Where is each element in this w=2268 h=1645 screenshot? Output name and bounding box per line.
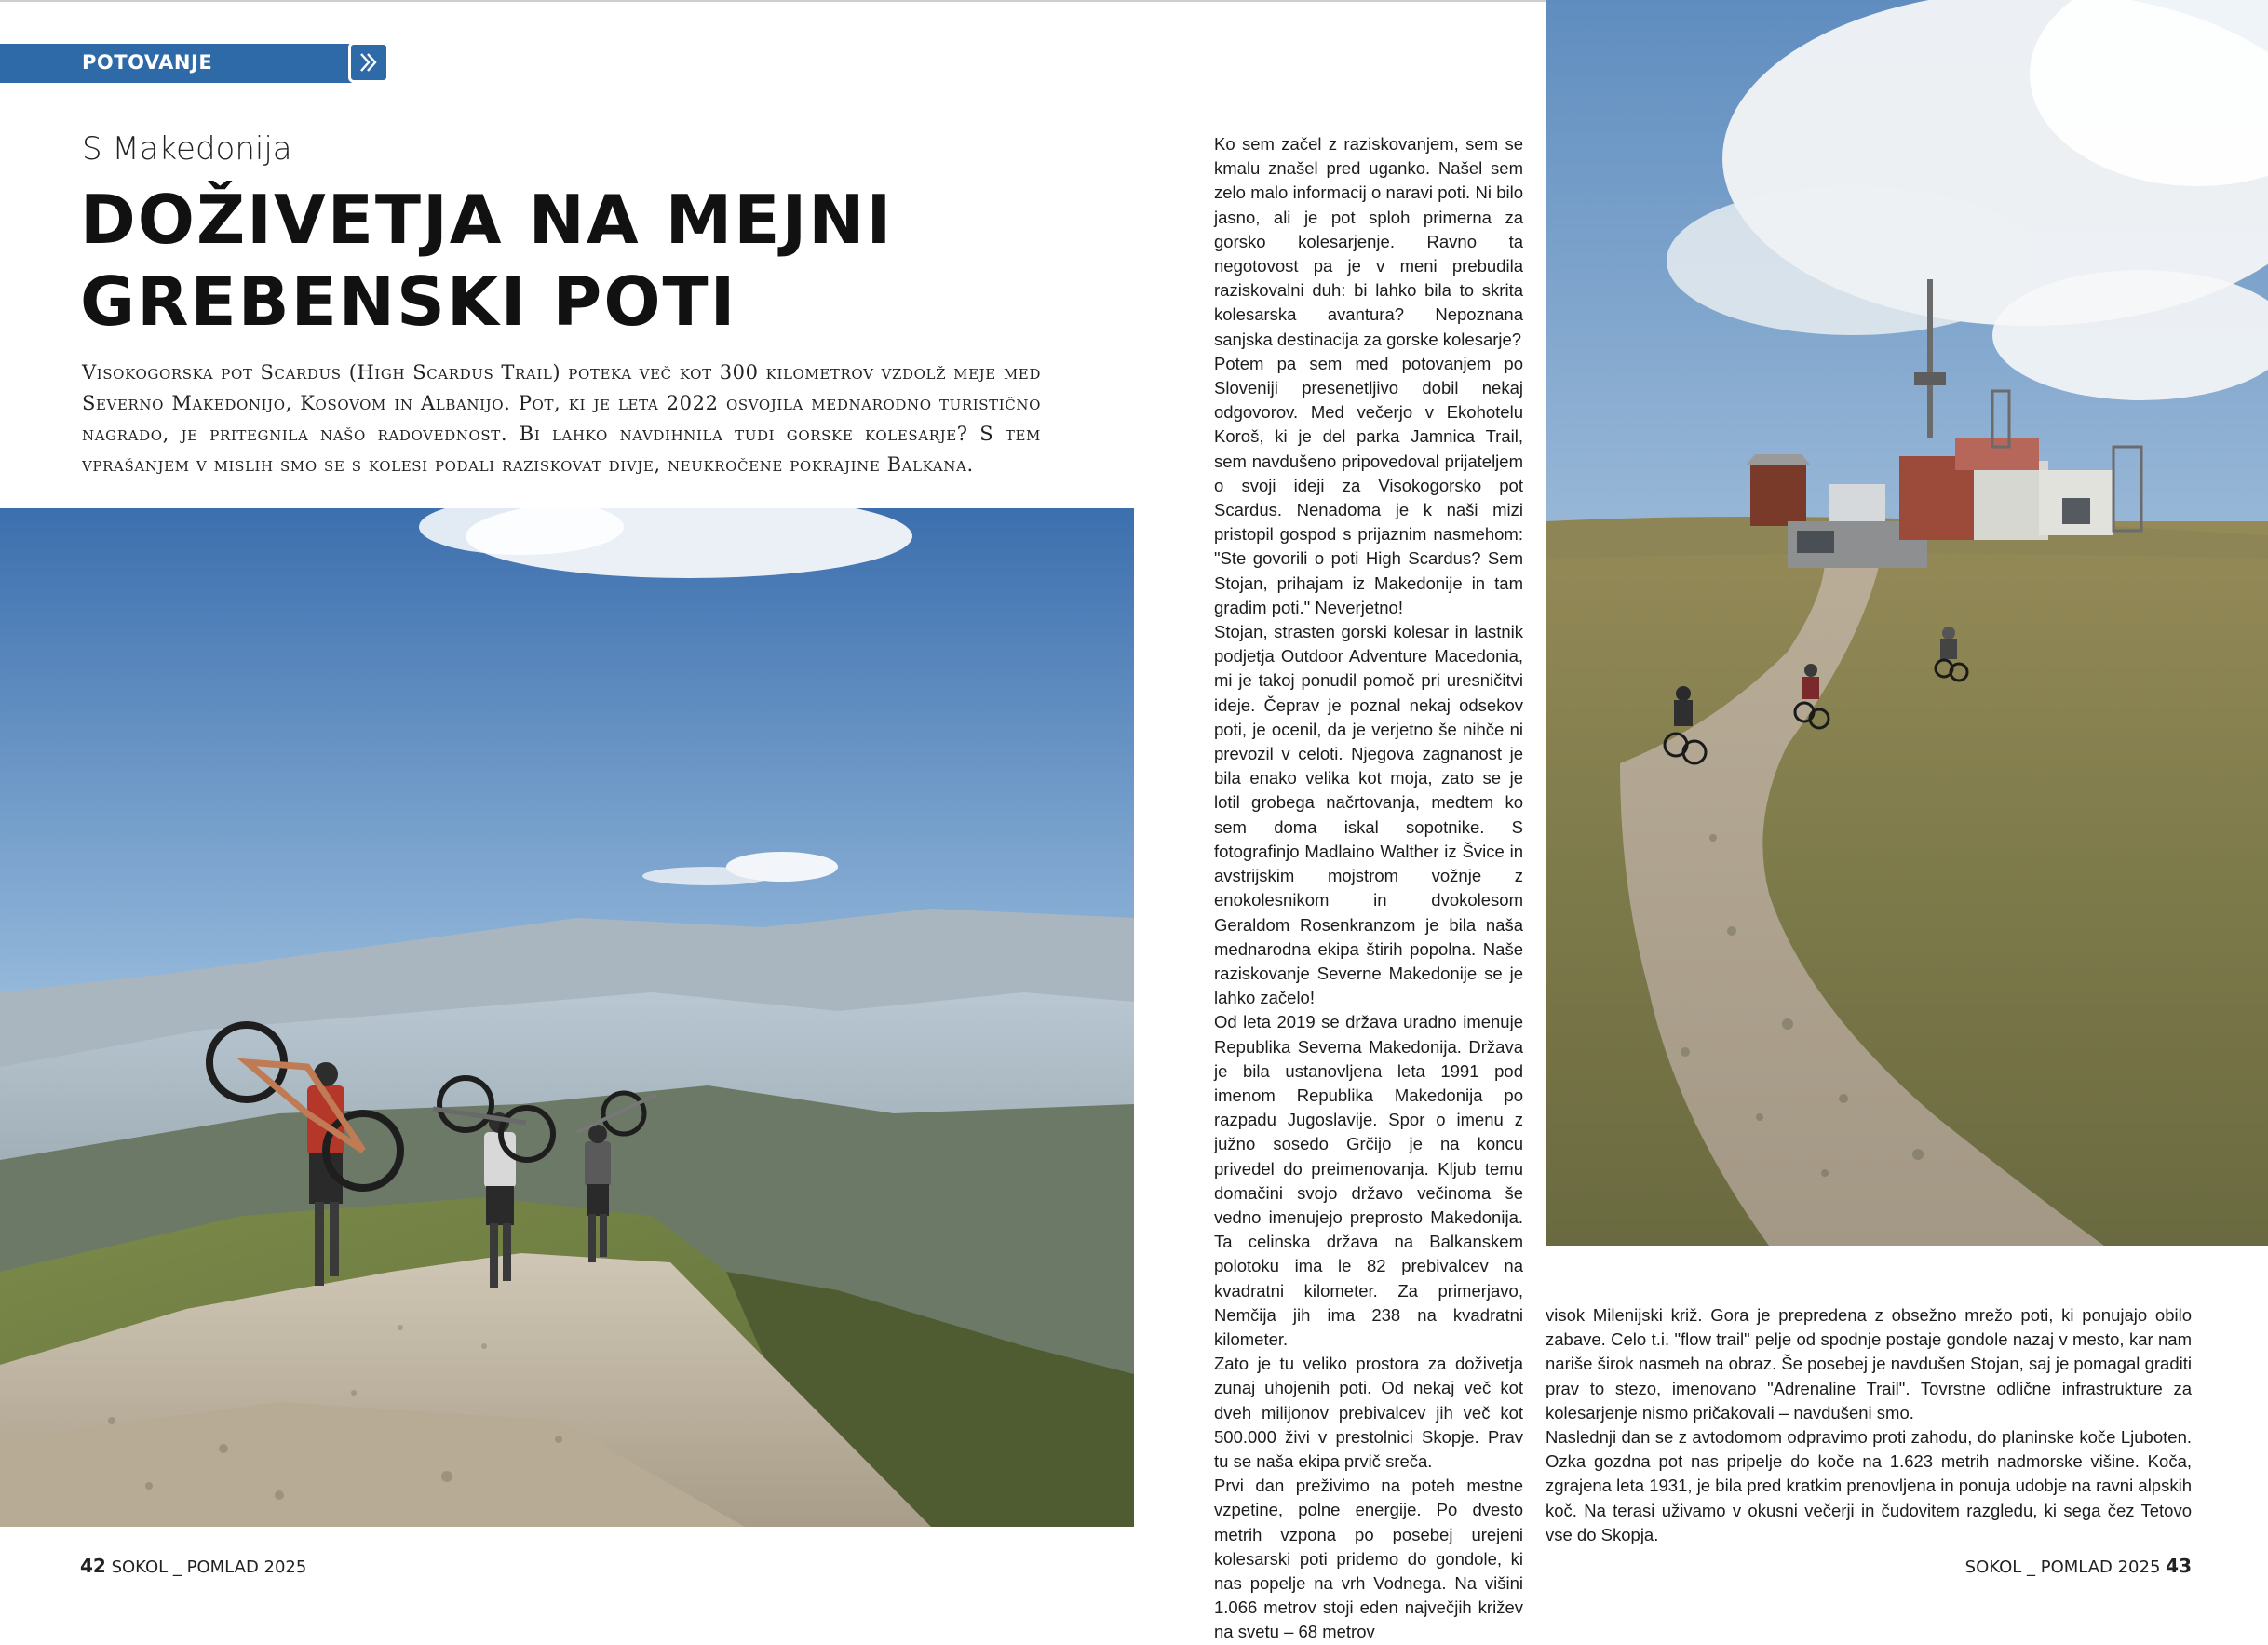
paragraph: Zato je tu veliko prostora za doživetja zunaj uhojenih poti. Od nekaj več kot dveh milijonov prebivalcev jih več kot 500.000 živi v prestolnici Skopje. Prav tu se naša ekipa prvič sreča. bbox=[1214, 1354, 1523, 1471]
magazine-issue-right: SOKOL _ POMLAD 2025 bbox=[1964, 1557, 2161, 1577]
body-column-2 bbox=[1546, 1303, 2192, 1547]
paragraph: Ko sem začel z raziskovanjem, sem se kmalu znašel pred uganko. Našel sem zelo malo informacij o naravi poti. Ni bilo jasno, ali je pot sploh primerna za gorsko kolesarjenje. Ravno ta negotovost pa je v meni prebudila raziskovalni duh: bi lahko bila to skrita kolesarska avantura? Nepoznana sanjska destinacija za gorske kolesarje? bbox=[1214, 134, 1523, 349]
photo-ridge-hike-a-bike bbox=[0, 508, 1134, 1527]
headline-line-1: DOŽIVETJA NA MEJNI bbox=[80, 181, 894, 259]
body-column-1 bbox=[1214, 132, 1523, 1645]
paragraph: Prvi dan preživimo na poteh mestne vzpetine, polne energije. Po dvesto metrih vzpona po posebej urejeni kolesarski poti pridemo do gondole, ki nas popelje na vrh Vodnega. Na višini 1.066 metrov stoji eden največjih križev na svetu – 68 metrov bbox=[1214, 1476, 1523, 1642]
footer-left bbox=[80, 1555, 306, 1577]
headline-line-2: GREBENSKI POTI bbox=[80, 263, 737, 341]
page-number-left: 42 bbox=[80, 1555, 106, 1577]
page-number-right: 43 bbox=[2166, 1555, 2192, 1577]
article-lead: Visokogorska pot Scardus (High Scardus Trail) poteka več kot 300 kilometrov vzdolž meje med Severno Makedonijo, Kosovom in Albanijo. Pot, ki je leta 2022 osvojila mednarodno turistično nagrado, je pritegnila našo radovednost. Bi lahko navdihnila tudi gorske kolesarje? S tem vprašanjem v mislih smo se s kolesi podali raziskovat divje, neukročene pokrajine Balkana. bbox=[82, 361, 1041, 476]
paragraph: Od leta 2019 se država uradno imenuje Republika Severna Makedonija. Država je bila ustanovljena leta 1991 pod imenom Republika Makedonija po razpadu Jugoslavije. Spor o imenu z južno sosedo Grčijo je na koncu privedel do preimenovanja. Kljub temu domačini svojo državo večinoma še vedno imenujejo preprosto Makedonija. Ta celinska država na Balkanskem polotoku ima le 82 prebivalcev na kvadratni kilometer. Za primerjavo, Nemčija jih ima 238 na kvadratni kilometer. bbox=[1214, 1012, 1523, 1349]
paragraph: visok Milenijski križ. Gora je prepredena z obsežno mrežo poti, ki ponujajo obilo zabave. Celo t.i. "flow trail" pelje od spodnje postaje gondole nazaj v mesto, kar nam nariše širok nasmeh na obraz. Še posebej je navdušen Stojan, saj je pomagal graditi prav to stezo, imenovano "Adrenaline Trail". Tovrstne odlične infrastrukture za kolesarjenje nismo pričakovali – navdušeni smo. bbox=[1546, 1305, 2192, 1423]
double-chevron-right-icon bbox=[348, 42, 389, 83]
photo-summit-station-riders bbox=[1546, 0, 2268, 1246]
article-subtitle: S Makedonija bbox=[82, 130, 292, 168]
paragraph: Naslednji dan se z avtodomom odpravimo proti zahodu, do planinske koče Ljuboten. Ozka gozdna pot nas pripelje do koče na 1.623 metrih nadmorske višine. Koča, zgrajena leta 1931, je bila pred kratkim prenovljena in ponuja udobje na ravni alpskih koč. Na terasi uživamo v okusni večerji in čudovitem razgledu, ki sega čez Tetovo vse do Skopja. bbox=[1546, 1427, 2192, 1544]
article-headline bbox=[80, 179, 918, 343]
magazine-issue-left: SOKOL _ POMLAD 2025 bbox=[111, 1557, 307, 1577]
section-label: POTOVANJE bbox=[82, 51, 213, 74]
paragraph: Stojan, strasten gorski kolesar in lastnik podjetja Outdoor Adventure Macedonia, mi je takoj ponudil pomoč pri uresničitvi ideje. Čeprav je poznal nekaj odsekov poti, je ocenil, da je verjetno še nihče ni prevozil v celoti. Njegova zagnanost je bila enako velika kot moja, zato se je lotil grobega načrtovanja, medtem ko sem doma iskal sopotnike. S fotografinjo Madlaino Walther iz Švice in avstrijskim mojstrom vožnje z enokolesnikom in dvokolesom Geraldom Rosenkranzom je bila naša mednarodna ekipa štirih popolna. Naše raziskovanje Severne Makedonije se je lahko začelo! bbox=[1214, 622, 1523, 1008]
paragraph: Potem pa sem med potovanjem po Sloveniji presenetljivo dobil nekaj odgovorov. Med večerjo v Ekohotelu Koroš, ki je del parka Jamnica Trail, sem navdušeno pripovedoval prijateljem o svoji ideji za Visokogorsko pot Scardus. Nenadoma je k naši mizi pristopil gospod s prijaznim nasmehom: "Ste govorili o poti High Scardus? Sem Stojan, prihajam iz Makedonije in tam gradim poti." Neverjetno! bbox=[1214, 353, 1523, 617]
footer-right bbox=[1965, 1555, 2192, 1577]
